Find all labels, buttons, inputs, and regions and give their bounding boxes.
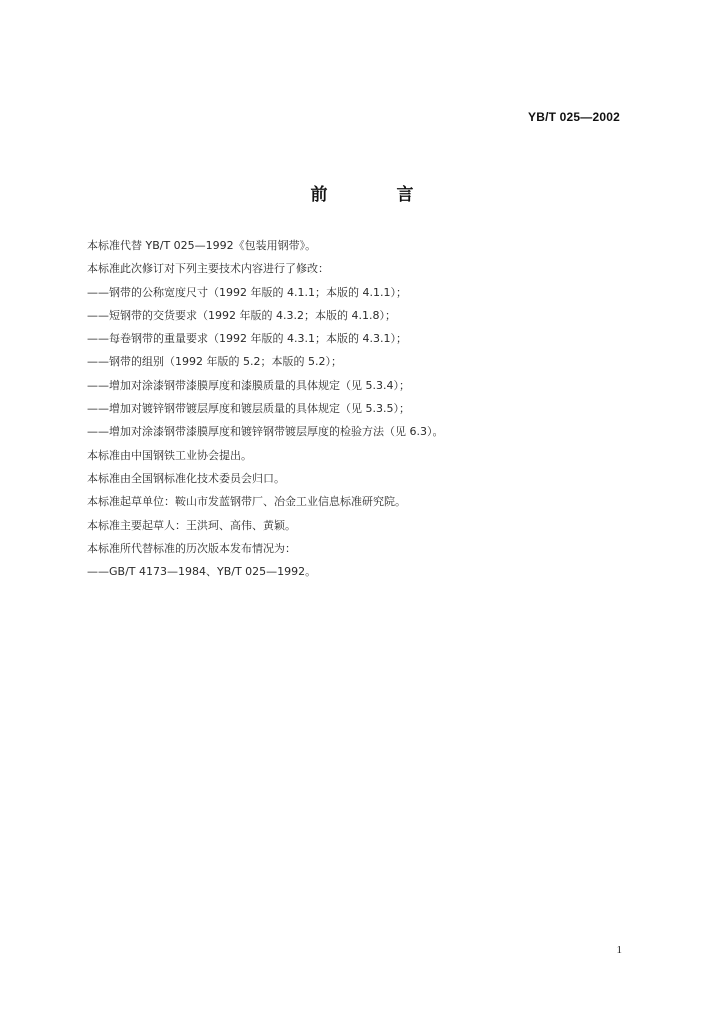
paragraph-line: 本标准代替 YB/T 025—1992《包装用钢带》。 <box>87 239 317 252</box>
paragraph-line: ——增加对镀锌钢带镀层厚度和镀层质量的具体规定（见 5.3.5）； <box>87 402 410 416</box>
paragraph-line: ——增加对涂漆钢带漆膜厚度和镀锌钢带镀层厚度的检验方法（见 6.3）。 <box>87 425 444 439</box>
standard-code: YB/T 025—2002 <box>528 110 620 124</box>
paragraph-line: 本标准所代替标准的历次版本发布情况为： <box>87 541 296 555</box>
paragraph-line: ——钢带的公称宽度尺寸（1992 年版的 4.1.1；本版的 4.1.1）； <box>87 285 407 299</box>
paragraph-line: 本标准此次修订对下列主要技术内容进行了修改： <box>87 262 329 276</box>
paragraph-line: 本标准主要起草人：王洪珂、高伟、黄颖。 <box>87 518 296 532</box>
paragraph-line: ——增加对涂漆钢带漆膜厚度和漆膜质量的具体规定（见 5.3.4）； <box>87 378 410 392</box>
paragraph-line: ——短钢带的交货要求（1992 年版的 4.3.2；本版的 4.1.8）； <box>87 308 396 322</box>
paragraph-line: ——每卷钢带的重量要求（1992 年版的 4.3.1；本版的 4.3.1）； <box>87 332 407 346</box>
preface-title: 前 言 <box>310 185 440 205</box>
paragraph-line: 本标准起草单位：鞍山市发蓝钢带厂、冶金工业信息标准研究院。 <box>87 495 406 509</box>
paragraph-line: 本标准由全国钢标准化技术委员会归口。 <box>87 471 285 485</box>
paragraph-line: ——钢带的组别（1992 年版的 5.2；本版的 5.2）； <box>87 355 342 369</box>
preface-body <box>87 234 647 583</box>
page-number: 1 <box>616 944 622 956</box>
paragraph-line: ——GB/T 4173—1984、YB/T 025—1992。 <box>87 565 317 579</box>
paragraph-line: 本标准由中国钢铁工业协会提出。 <box>87 448 252 462</box>
